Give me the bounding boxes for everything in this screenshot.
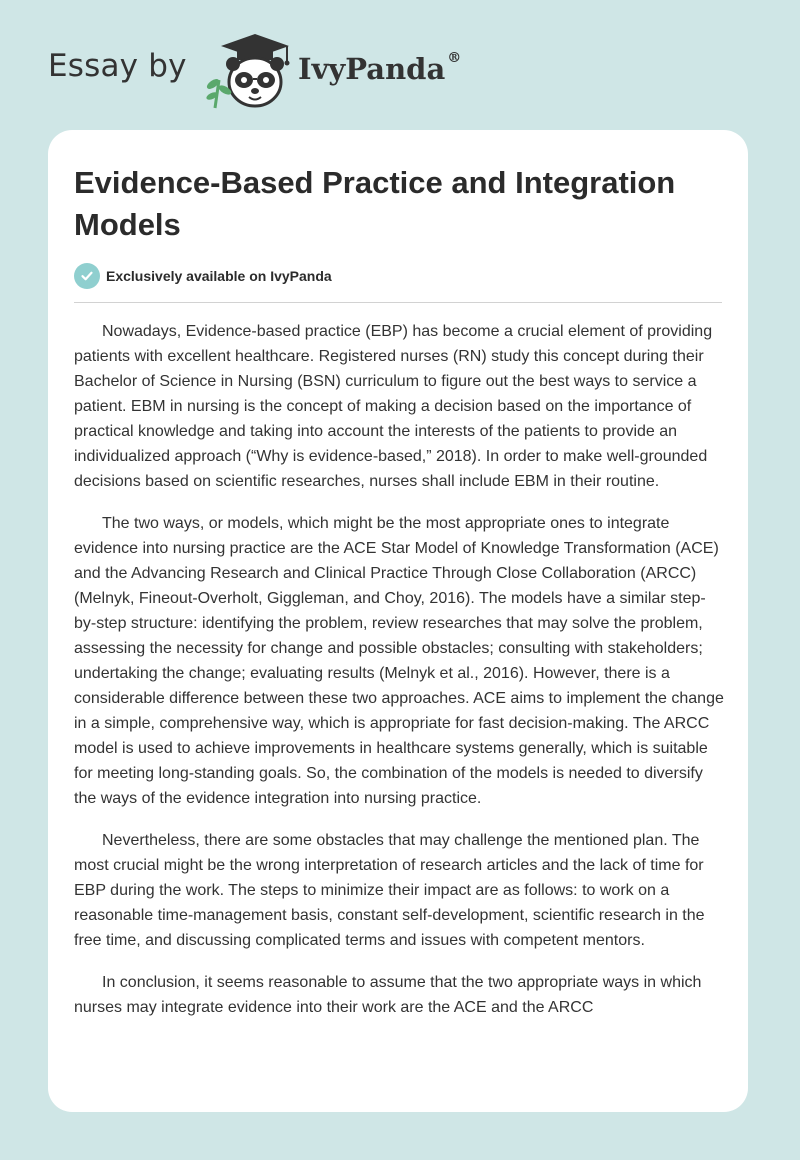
paragraph: Nevertheless, there are some obstacles that may challenge the mentioned plan. The most crucial might be the wrong interpretation of research articles and the lack of time for EBP during the work. The steps to minimize their impact are as follows: to work on a reasonable time-management basis, constant self-development, scientific research in the free time, and discussing complicated terms and issues with competent mentors.: [74, 832, 705, 949]
essay-body: [74, 319, 726, 1037]
brand-name[interactable]: IvyPanda ®: [298, 50, 462, 86]
registered-mark: ®: [447, 50, 462, 66]
page-title: Evidence-Based Practice and Integration Models: [74, 165, 676, 242]
badge-text: Exclusively available on IvyPanda: [106, 268, 332, 284]
paragraph: Nowadays, Evidence-based practice (EBP) has become a crucial element of providing patients with excellent healthcare. Registered nurses (RN) study this concept during their Bachelor of Science in Nursing (BSN) curriculum to figure out the best ways to service a patient. EBM in nursing is the concept of making a decision based on the importance of practical knowledge and taking into account the interests of the patients to provide an individualized approach (“Why is evidence-based,” 2018). In order to make well-grounded decisions based on scientific researches, nurses shall include EBM in their routine.: [74, 323, 713, 490]
paragraph: The two ways, or models, which might be the most appropriate ones to integrate evidence into nursing practice are the ACE Star Model of Knowledge Transformation (ACE) and the Advancing Research and Clinical Practice Through Close Collaboration (ARCC) (Melnyk, Fineout-Overholt, Giggleman, and Choy, 2016). The models have a similar step-by-step structure: identifying the problem, review researches that may solve the problem, assessing the necessity for change and possible obstacles; consulting with stakeholders; undertaking the change; evaluating results (Melnyk et al., 2016). However, there is a considerable difference between these two approaches. ACE aims to implement the change in a simple, comprehensive way, which is appropriate for fast decision-making. The ARCC model is used to achieve improvements in healthcare systems generally, which is suitable for meeting long-standing goals. So, the combination of the models is needed to diversify the ways of the evidence integration into nursing practice.: [74, 515, 724, 807]
paragraph: In conclusion, it seems reasonable to assume that the two appropriate ways in which nurses may integrate evidence into their work are the ACE and the ARCC: [74, 974, 702, 1016]
brand-prefix: Essay by: [48, 48, 187, 84]
panda-logo-icon[interactable]: [203, 32, 295, 110]
brand-header: [48, 30, 488, 110]
exclusive-badge: [74, 262, 332, 290]
check-circle-icon: [74, 263, 100, 289]
essay-card: [48, 130, 748, 1112]
divider: [74, 302, 722, 303]
